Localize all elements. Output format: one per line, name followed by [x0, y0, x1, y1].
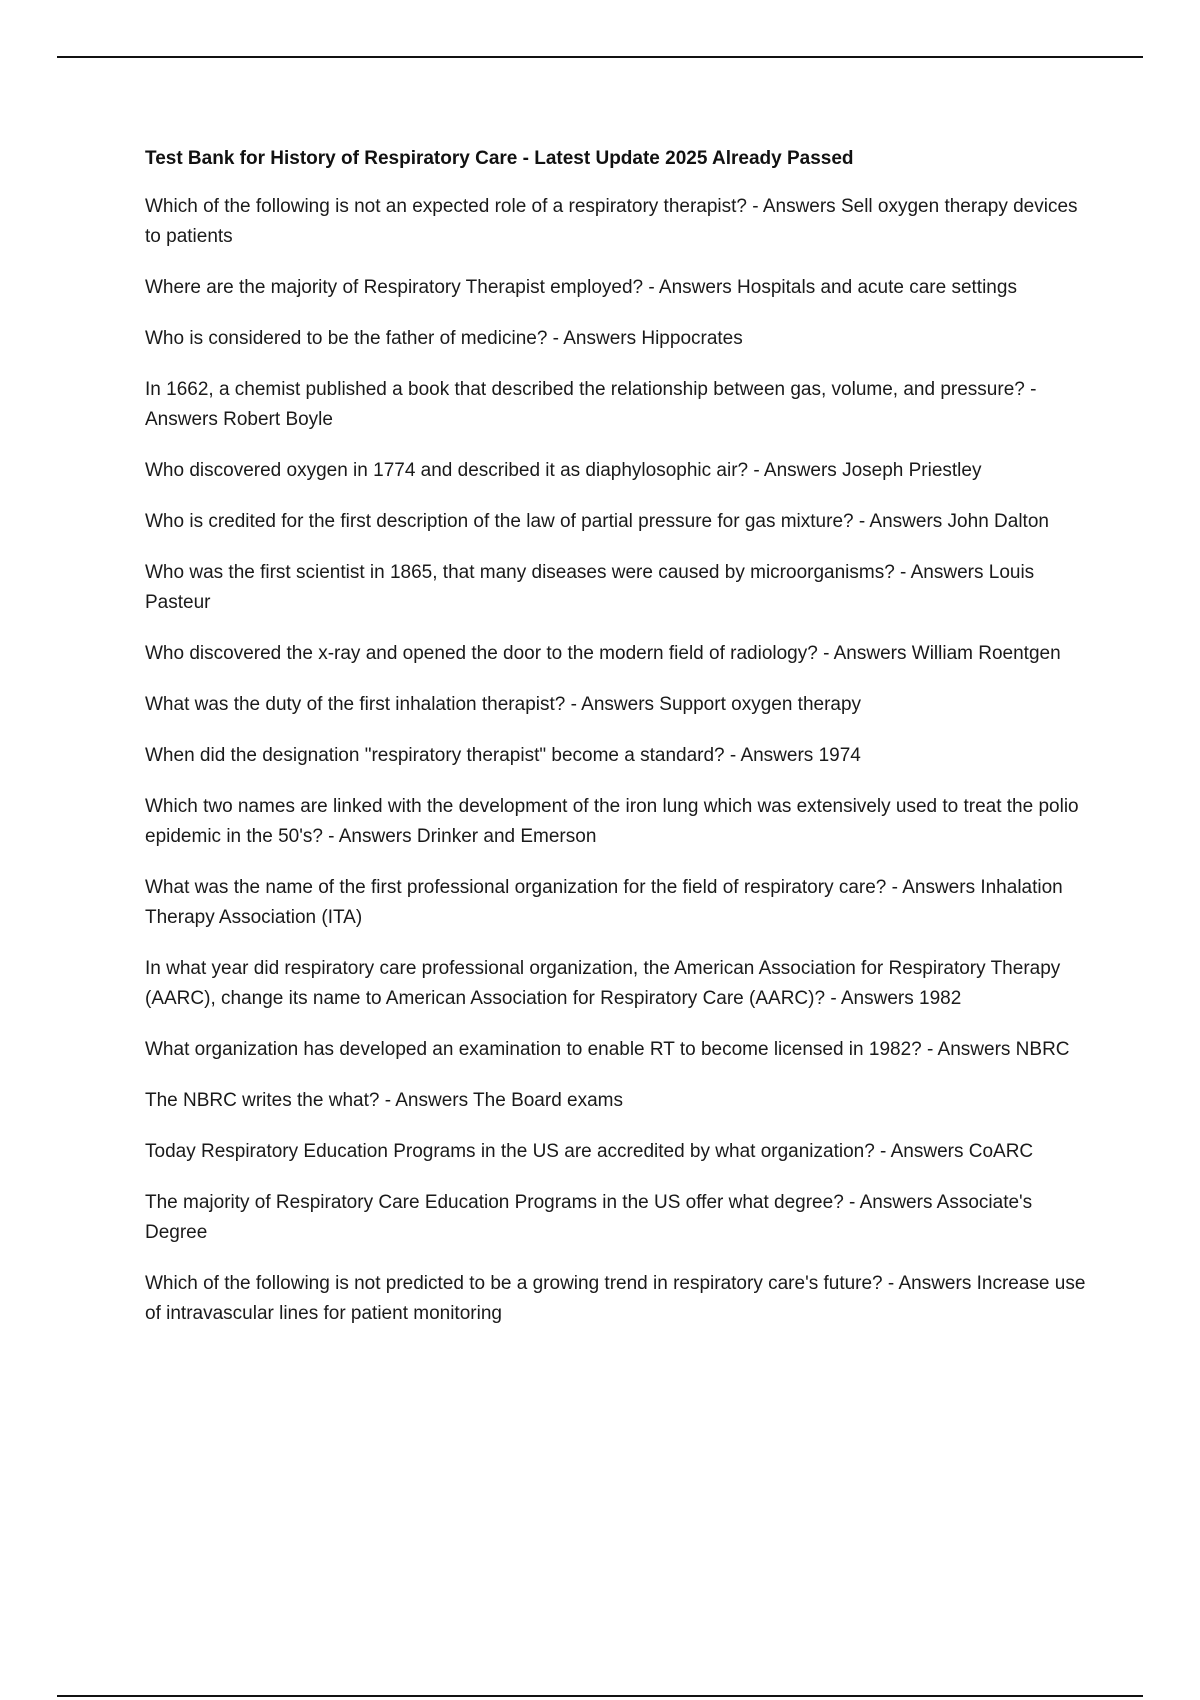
qa-item: Which of the following is not predicted to be a growing trend in respiratory care's future? - Answers Increase use of intravascular lines for patient monitoring: [145, 1273, 1086, 1324]
qa-item: Which of the following is not an expected role of a respiratory therapist? - Answers Sell oxygen therapy devices to patients: [145, 196, 1078, 247]
qa-item: In what year did respiratory care professional organization, the American Association for Respiratory Therapy (AARC), change its name to American Association for Respiratory Care (AARC)? - Answers 1982: [145, 958, 1061, 1009]
qa-item: The majority of Respiratory Care Education Programs in the US offer what degree? - Answers Associate's Degree: [145, 1192, 1033, 1243]
qa-item: When did the designation "respiratory therapist" become a standard? - Answers 1974: [145, 745, 861, 766]
bottom-divider: [57, 1695, 1143, 1697]
qa-item: What was the duty of the first inhalation therapist? - Answers Support oxygen therapy: [145, 694, 862, 715]
document-title: Test Bank for History of Respiratory Care - Latest Update 2025 Already Passed: [145, 148, 854, 169]
qa-item: In 1662, a chemist published a book that described the relationship between gas, volume, and pressure? - Answers Robert Boyle: [145, 379, 1037, 430]
top-divider: [57, 56, 1143, 58]
qa-item: Who discovered oxygen in 1774 and described it as diaphylosophic air? - Answers Joseph Priestley: [145, 460, 982, 481]
qa-item: Who is credited for the first description of the law of partial pressure for gas mixture? - Answers John Dalton: [145, 511, 1049, 532]
qa-item: Who discovered the x-ray and opened the door to the modern field of radiology? - Answers William Roentgen: [145, 643, 1061, 664]
qa-item: Today Respiratory Education Programs in the US are accredited by what organization? - Answers CoARC: [145, 1141, 1034, 1162]
document-body: [145, 144, 1095, 1350]
qa-item: Which two names are linked with the development of the iron lung which was extensively used to treat the polio epidemic in the 50's? - Answers Drinker and Emerson: [145, 796, 1079, 847]
qa-item: Where are the majority of Respiratory Therapist employed? - Answers Hospitals and acute care settings: [145, 277, 1017, 298]
qa-item: The NBRC writes the what? - Answers The Board exams: [145, 1090, 624, 1111]
qa-item: Who is considered to be the father of medicine? - Answers Hippocrates: [145, 328, 743, 349]
qa-item: What was the name of the first professional organization for the field of respiratory care? - Answers Inhalation Therapy Association (ITA): [145, 877, 1063, 928]
qa-item: What organization has developed an examination to enable RT to become licensed in 1982? - Answers NBRC: [145, 1039, 1070, 1060]
qa-item: Who was the first scientist in 1865, that many diseases were caused by microorganisms? - Answers Louis Pasteur: [145, 562, 1035, 613]
